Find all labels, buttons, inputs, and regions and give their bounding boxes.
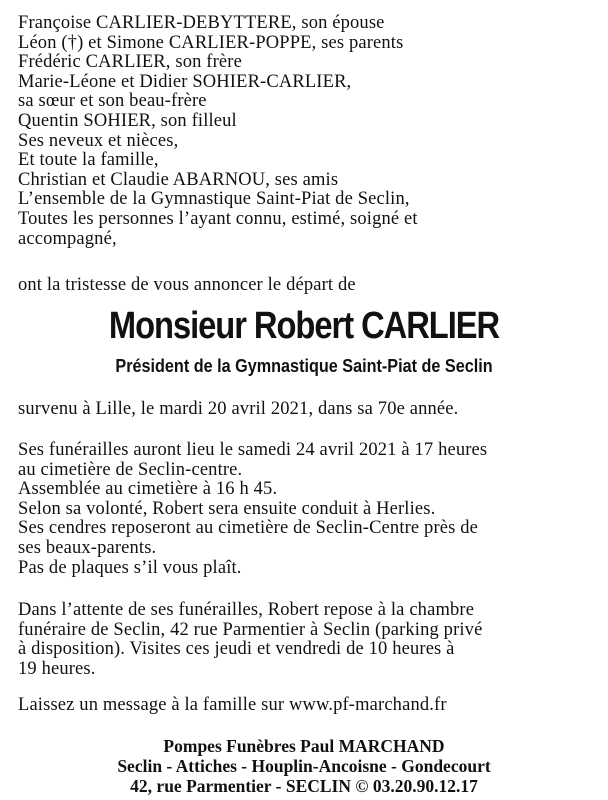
visitation-line: funéraire de Seclin, 42 rue Parmentier à Seclin (parking privé [18, 619, 483, 640]
funeral-details [18, 441, 598, 578]
funeral-line: Ses cendres reposeront au cimetière de Seclin-Centre près de [18, 518, 479, 539]
family-line: L’ensemble de la Gymnastique Saint-Piat de Seclin, [18, 189, 410, 210]
funeral-line: au cimetière de Seclin-centre. [18, 459, 243, 480]
family-list [18, 14, 598, 249]
family-line: Ses neveux et nièces, [18, 130, 179, 151]
funeral-home-name: Pompes Funèbres Paul MARCHAND [163, 736, 445, 756]
funeral-line: Ses funérailles auront lieu le samedi 24 avril 2021 à 17 heures [18, 440, 488, 460]
deceased-title: Président de la Gymnastique Saint-Piat de Seclin [115, 356, 493, 376]
family-line: Christian et Claudie ABARNOU, ses amis [18, 169, 339, 190]
announcement-text: ont la tristesse de vous annoncer le départ de [18, 275, 356, 295]
family-line: Et toute la famille, [18, 150, 159, 171]
death-notice [18, 400, 598, 420]
family-line: accompagné, [18, 228, 117, 249]
deceased-name: Monsieur Robert CARLIER [108, 305, 500, 347]
visitation-details [18, 601, 598, 679]
message-invite [18, 696, 598, 716]
funeral-home-address: 42, rue Parmentier - SECLIN © 03.20.90.12.17 [130, 776, 478, 796]
family-line: Toutes les personnes l’ayant connu, estimé, soigné et [18, 208, 418, 229]
family-line: Françoise CARLIER-DEBYTTERE, son épouse [18, 13, 385, 33]
family-line: sa sœur et son beau-frère [18, 91, 207, 112]
funeral-home-locations: Seclin - Attiches - Houplin-Ancoisne - Gondecourt [117, 756, 491, 776]
visitation-line: 19 heures. [18, 658, 96, 679]
funeral-line: Selon sa volonté, Robert sera ensuite conduit à Herlies. [18, 498, 436, 519]
funeral-line: ses beaux-parents. [18, 537, 157, 558]
funeral-home-footer [0, 736, 608, 796]
family-line: Frédéric CARLIER, son frère [18, 52, 242, 73]
family-line: Quentin SOHIER, son filleul [18, 110, 237, 131]
funeral-line: Assemblée au cimetière à 16 h 45. [18, 479, 278, 500]
visitation-line: à disposition). Visites ces jeudi et vendredi de 10 heures à [18, 639, 455, 660]
family-line: Marie-Léone et Didier SOHIER-CARLIER, [18, 71, 352, 92]
death-notice-line: survenu à Lille, le mardi 20 avril 2021, dans sa 70e année. [18, 399, 459, 419]
family-line: Léon (†) et Simone CARLIER-POPPE, ses parents [18, 32, 404, 53]
funeral-line: Pas de plaques s’il vous plaît. [18, 557, 242, 578]
visitation-line: Dans l’attente de ses funérailles, Robert repose à la chambre [18, 600, 475, 620]
message-line: Laissez un message à la famille sur www.pf-marchand.fr [18, 695, 447, 715]
